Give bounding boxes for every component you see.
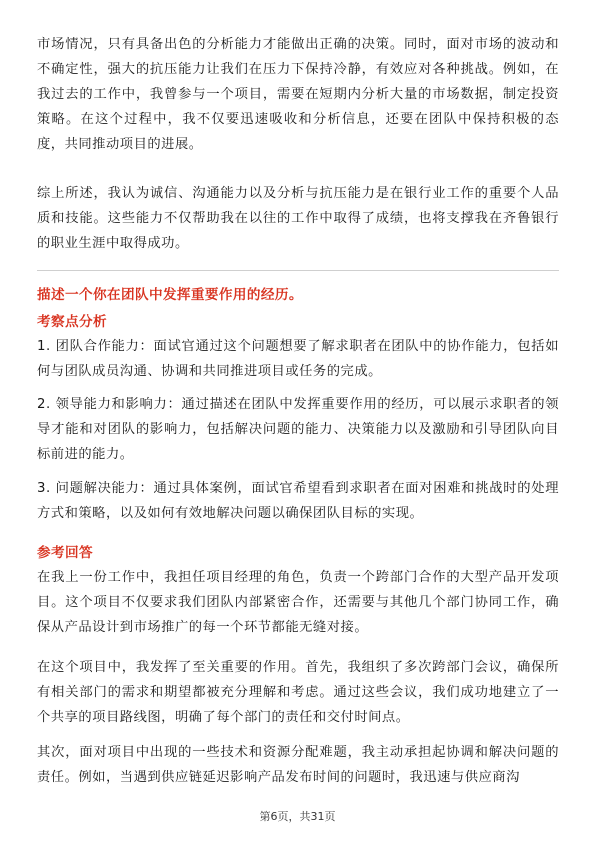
analysis-point: 1. 团队合作能力：面试官通过这个问题想要了解求职者在团队中的协作能力，包括如何与团队成员沟通、协调和共同推进项目或任务的完成。 bbox=[37, 339, 559, 379]
analysis-point: 3. 问题解决能力：通过具体案例，面试官希望看到求职者在面对困难和挑战时的处理方式和策略，以及如何有效地解决问题以确保团队目标的实现。 bbox=[37, 481, 559, 521]
question-heading: 描述一个你在团队中发挥重要作用的经历。 bbox=[37, 287, 303, 303]
body-paragraph: 市场情况，只有具备出色的分析能力才能做出正确的决策。同时，面对市场的波动和不确定性，强大的抗压能力让我们在压力下保持冷静，有效应对各种挑战。例如，在我过去的工作中，我曾参与一个项目，需要在短期内分析大量的市场数据，制定投资策略。在这个过程中，我不仅要迅速吸收和分析信息，还要在团队中保持积极的态度，共同推动项目的进展。 bbox=[37, 37, 559, 152]
analysis-point: 2. 领导能力和影响力：通过描述在团队中发挥重要作用的经历，可以展示求职者的领导才能和对团队的影响力，包括解决问题的能力、决策能力以及激励和引导团队向目标前进的能力。 bbox=[37, 397, 559, 462]
answer-paragraph: 在这个项目中，我发挥了至关重要的作用。首先，我组织了多次跨部门会议，确保所有相关部门的需求和期望都被充分理解和考虑。通过这些会议，我们成功地建立了一个共享的项目路线图，明确了每个部门的责任和交付时间点。 bbox=[37, 660, 559, 725]
analysis-heading: 考察点分析 bbox=[37, 314, 107, 330]
answer-paragraph: 其次，面对项目中出现的一些技术和资源分配难题，我主动承担起协调和解决问题的责任。例如，当遇到供应链延迟影响产品发布时间的问题时，我迅速与供应商沟 bbox=[37, 745, 559, 785]
section-divider bbox=[37, 270, 559, 271]
answer-heading: 参考回答 bbox=[37, 545, 93, 561]
body-paragraph: 综上所述，我认为诚信、沟通能力以及分析与抗压能力是在银行业工作的重要个人品质和技能。这些能力不仅帮助我在以往的工作中取得了成绩，也将支撑我在齐鲁银行的职业生涯中取得成功。 bbox=[37, 186, 559, 251]
page-number-footer: 第6页，共31页 bbox=[259, 810, 336, 823]
answer-paragraph: 在我上一份工作中，我担任项目经理的角色，负责一个跨部门合作的大型产品开发项目。这个项目不仅要求我们团队内部紧密合作，还需要与其他几个部门协同工作，确保从产品设计到市场推广的每一个环节都能无缝对接。 bbox=[37, 570, 559, 635]
